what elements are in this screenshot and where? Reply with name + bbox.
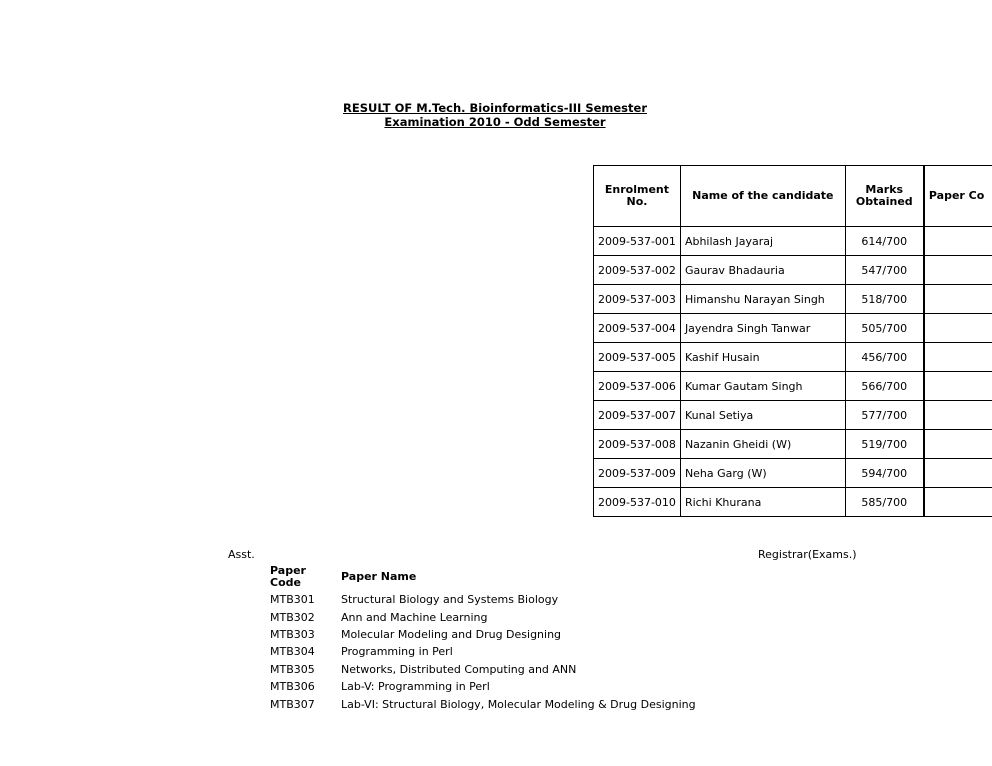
paper-name-cell: Lab-V: Programming in Perl bbox=[341, 680, 490, 694]
result-row bbox=[594, 285, 992, 314]
enrolment-cell: 2009-537-002 bbox=[594, 256, 681, 285]
paper-code-cell bbox=[924, 401, 992, 430]
paper-row bbox=[266, 643, 700, 660]
paper-code-column-header: Paper Code bbox=[270, 564, 306, 589]
paper-name-cell: Lab-VI: Structural Biology, Molecular Modeling & Drug Designing bbox=[341, 697, 696, 711]
paper-name-column-header: Paper Name bbox=[341, 570, 417, 583]
marks-cell: 456/700 bbox=[845, 343, 924, 372]
candidate-name-cell: Richi Khurana bbox=[680, 488, 845, 517]
result-row bbox=[594, 343, 992, 372]
marks-cell: 547/700 bbox=[845, 256, 924, 285]
paper-name-cell: Molecular Modeling and Drug Designing bbox=[341, 627, 562, 641]
enrolment-cell: 2009-537-001 bbox=[594, 227, 681, 256]
paper-row bbox=[266, 608, 700, 625]
marks-cell: 505/700 bbox=[845, 314, 924, 343]
paper-row bbox=[266, 678, 700, 695]
enrolment-cell: 2009-537-007 bbox=[594, 401, 681, 430]
enrolment-cell: 2009-537-004 bbox=[594, 314, 681, 343]
paper-code-cell: MTB307 bbox=[270, 697, 315, 711]
result-row bbox=[594, 227, 992, 256]
marks-cell: 518/700 bbox=[845, 285, 924, 314]
paper-code-cell bbox=[924, 285, 992, 314]
result-row bbox=[594, 314, 992, 343]
paper-name-cell: Networks, Distributed Computing and ANN bbox=[341, 662, 577, 676]
result-row bbox=[594, 372, 992, 401]
paper-code-cell bbox=[924, 430, 992, 459]
paper-code-cell: MTB302 bbox=[270, 610, 315, 624]
papers-table bbox=[266, 563, 700, 713]
candidate-name-cell: Jayendra Singh Tanwar bbox=[680, 314, 845, 343]
paper-code-cell: MTB305 bbox=[270, 662, 315, 676]
paper-row bbox=[266, 695, 700, 712]
results-table bbox=[593, 165, 992, 517]
enrolment-header: Enrolment No. bbox=[594, 166, 681, 227]
marks-cell: 594/700 bbox=[845, 459, 924, 488]
asst-label: Asst. bbox=[228, 548, 255, 561]
registrar-label: Registrar(Exams.) bbox=[758, 548, 857, 561]
marks-cell: 519/700 bbox=[845, 430, 924, 459]
enrolment-cell: 2009-537-008 bbox=[594, 430, 681, 459]
paper-code-cell bbox=[924, 227, 992, 256]
page-subtitle: Examination 2010 - Odd Semester bbox=[384, 115, 606, 129]
candidate-name-cell: Abhilash Jayaraj bbox=[680, 227, 845, 256]
paper-name-cell: Structural Biology and Systems Biology bbox=[341, 593, 559, 607]
paper-code-cell bbox=[924, 256, 992, 285]
paper-code-cell bbox=[924, 343, 992, 372]
result-row bbox=[594, 488, 992, 517]
enrolment-cell: 2009-537-009 bbox=[594, 459, 681, 488]
paper-code-cell: MTB304 bbox=[270, 645, 315, 659]
paper-code-cell: MTB301 bbox=[270, 593, 315, 607]
paper-code-cell bbox=[924, 459, 992, 488]
results-header-row bbox=[594, 166, 992, 227]
result-row bbox=[594, 256, 992, 285]
paper-row bbox=[266, 626, 700, 643]
candidate-name-cell: Gaurav Bhadauria bbox=[680, 256, 845, 285]
enrolment-cell: 2009-537-005 bbox=[594, 343, 681, 372]
enrolment-cell: 2009-537-010 bbox=[594, 488, 681, 517]
enrolment-cell: 2009-537-003 bbox=[594, 285, 681, 314]
name-header: Name of the candidate bbox=[680, 166, 845, 227]
paper-code-cell: MTB306 bbox=[270, 680, 315, 694]
candidate-name-cell: Kashif Husain bbox=[680, 343, 845, 372]
candidate-name-cell: Himanshu Narayan Singh bbox=[680, 285, 845, 314]
paper-code-cell bbox=[924, 488, 992, 517]
candidate-name-cell: Nazanin Gheidi (W) bbox=[680, 430, 845, 459]
candidate-name-cell: Neha Garg (W) bbox=[680, 459, 845, 488]
paper-name-cell: Programming in Perl bbox=[341, 645, 453, 659]
marks-cell: 614/700 bbox=[845, 227, 924, 256]
paper-name-cell: Ann and Machine Learning bbox=[341, 610, 488, 624]
result-row bbox=[594, 430, 992, 459]
paper-row bbox=[266, 661, 700, 678]
page-title: RESULT OF M.Tech. Bioinformatics-III Semester bbox=[343, 101, 647, 115]
paper-code-header: Paper Co bbox=[924, 166, 992, 227]
candidate-name-cell: Kunal Setiya bbox=[680, 401, 845, 430]
candidate-name-cell: Kumar Gautam Singh bbox=[680, 372, 845, 401]
result-row bbox=[594, 459, 992, 488]
marks-header: Marks Obtained bbox=[845, 166, 924, 227]
marks-cell: 585/700 bbox=[845, 488, 924, 517]
paper-code-cell: MTB303 bbox=[270, 627, 315, 641]
result-row bbox=[594, 401, 992, 430]
enrolment-cell: 2009-537-006 bbox=[594, 372, 681, 401]
papers-header-row bbox=[266, 563, 700, 591]
marks-cell: 566/700 bbox=[845, 372, 924, 401]
paper-row bbox=[266, 591, 700, 608]
paper-code-cell bbox=[924, 314, 992, 343]
marks-cell: 577/700 bbox=[845, 401, 924, 430]
paper-code-cell bbox=[924, 372, 992, 401]
